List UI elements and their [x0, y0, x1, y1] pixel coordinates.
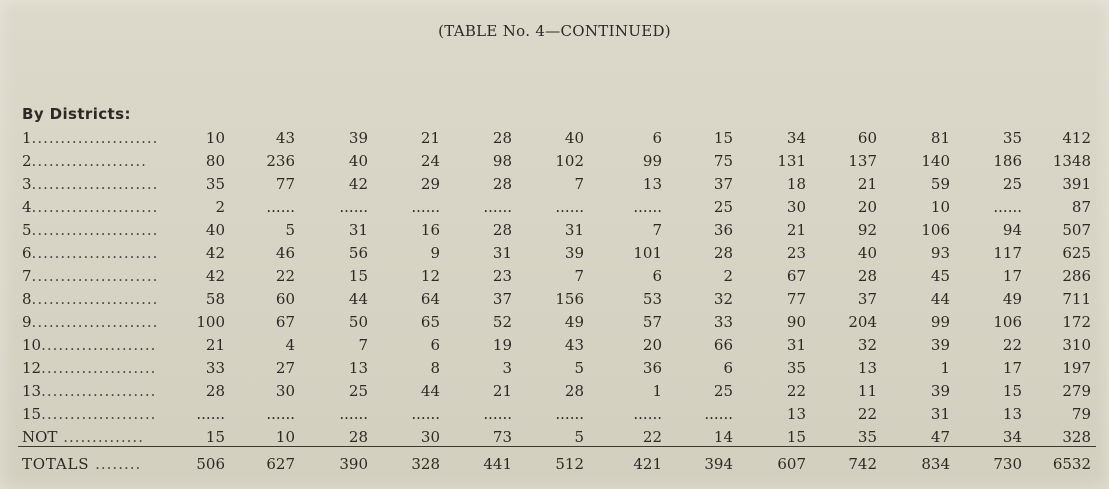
table-cell: 28 [492, 221, 512, 239]
table-cell: 186 [993, 152, 1022, 170]
table-cell: 5 [574, 428, 584, 446]
leader-dots: ...................... [31, 221, 159, 239]
table-cell: 507 [1062, 221, 1091, 239]
table-cell: 2 [723, 267, 733, 285]
table-row [0, 380, 1109, 403]
table-cell: 391 [1062, 175, 1091, 193]
table-cell: 18 [786, 175, 806, 193]
table-row [0, 196, 1109, 219]
leader-dots: ........ [89, 455, 142, 473]
table-cell: 56 [348, 244, 368, 262]
table-cell: 117 [993, 244, 1022, 262]
table-cell: 156 [555, 290, 584, 308]
row-label-text: 3 [22, 175, 32, 193]
table-cell: 25 [348, 382, 368, 400]
row-label [22, 129, 162, 147]
table-cell: 66 [713, 336, 733, 354]
table-cell: 64 [420, 290, 440, 308]
row-label [22, 336, 162, 354]
table-cell: 6 [652, 267, 662, 285]
table-cell: 5 [285, 221, 295, 239]
table-cell: 24 [420, 152, 440, 170]
table-cell: 42 [205, 267, 225, 285]
table-cell: 4 [285, 336, 295, 354]
table-cell: 711 [1062, 290, 1091, 308]
table-cell: 30 [275, 382, 295, 400]
table-cell: 1 [940, 359, 950, 377]
table-cell: 17 [1002, 267, 1022, 285]
table-cell: 172 [1062, 313, 1091, 331]
leader-dots: ...................... [31, 198, 159, 216]
table-cell: 60 [857, 129, 877, 147]
row-label [22, 405, 162, 423]
table-cell: 35 [1002, 129, 1022, 147]
table-cell: 22 [857, 405, 877, 423]
table-cell: 16 [420, 221, 440, 239]
row-label-text: 8 [22, 290, 32, 308]
row-label-text: TOTALS [22, 455, 90, 473]
table-cell: 15 [1002, 382, 1022, 400]
table-cell: 31 [492, 244, 512, 262]
table-cell: 27 [275, 359, 295, 377]
table-cell: ...... [339, 405, 368, 423]
row-label [22, 290, 162, 308]
table-cell: 106 [921, 221, 950, 239]
table-cell: 13 [857, 359, 877, 377]
table-cell: ...... [196, 405, 225, 423]
table-cell: 23 [786, 244, 806, 262]
section-heading: By Districts: [22, 105, 131, 123]
table-cell: 39 [348, 129, 368, 147]
table-cell: 25 [1002, 175, 1022, 193]
table-cell: 36 [713, 221, 733, 239]
table-cell: 40 [564, 129, 584, 147]
table-cell: 60 [275, 290, 295, 308]
table-cell: 25 [713, 382, 733, 400]
table-cell: 43 [275, 129, 295, 147]
leader-dots: ...................... [31, 175, 159, 193]
table-cell: 310 [1062, 336, 1091, 354]
table-cell: 412 [1062, 129, 1091, 147]
table-cell: 328 [411, 455, 440, 473]
table-cell: 441 [483, 455, 512, 473]
table-cell: 21 [492, 382, 512, 400]
table-cell: 10 [930, 198, 950, 216]
table-cell: 328 [1062, 428, 1091, 446]
totals-divider [18, 446, 1096, 447]
row-label-text: 15 [22, 405, 42, 423]
table-row [0, 150, 1109, 173]
row-label [22, 382, 162, 400]
table-cell: ...... [483, 198, 512, 216]
table-cell: ...... [411, 198, 440, 216]
table-cell: 49 [1002, 290, 1022, 308]
leader-dots: .................... [31, 152, 147, 170]
table-cell: 101 [633, 244, 662, 262]
table-cell: 140 [921, 152, 950, 170]
table-cell: 14 [713, 428, 733, 446]
table-cell: 37 [857, 290, 877, 308]
table-cell: 7 [358, 336, 368, 354]
table-cell: 7 [652, 221, 662, 239]
leader-dots: .................... [41, 382, 157, 400]
table-cell: ...... [633, 405, 662, 423]
table-cell: 44 [930, 290, 950, 308]
table-cell: 236 [266, 152, 295, 170]
table-cell: 20 [642, 336, 662, 354]
table-row [0, 311, 1109, 334]
row-label-text: 10 [22, 336, 42, 354]
table-cell: ...... [411, 405, 440, 423]
table-cell: 21 [205, 336, 225, 354]
table-cell: 44 [420, 382, 440, 400]
row-label [22, 455, 172, 473]
table-row [0, 219, 1109, 242]
table-cell: 49 [564, 313, 584, 331]
table-cell: 21 [420, 129, 440, 147]
table-cell: 67 [275, 313, 295, 331]
table-cell: 25 [713, 198, 733, 216]
row-label [22, 198, 162, 216]
table-cell: 13 [786, 405, 806, 423]
table-cell: 67 [786, 267, 806, 285]
table-cell: 137 [848, 152, 877, 170]
table-cell: 22 [1002, 336, 1022, 354]
district-rows [0, 127, 1109, 449]
table-cell: 28 [205, 382, 225, 400]
table-cell: 40 [348, 152, 368, 170]
table-cell: ...... [483, 405, 512, 423]
row-label-text: 9 [22, 313, 32, 331]
table-cell: 33 [713, 313, 733, 331]
table-cell: 99 [930, 313, 950, 331]
leader-dots: .................... [41, 336, 157, 354]
table-cell: 35 [786, 359, 806, 377]
table-cell: 28 [564, 382, 584, 400]
table-cell: 39 [564, 244, 584, 262]
table-cell: 30 [420, 428, 440, 446]
row-label-text: NOT [22, 428, 58, 446]
table-cell: 28 [857, 267, 877, 285]
table-cell: 32 [713, 290, 733, 308]
table-cell: 42 [205, 244, 225, 262]
table-cell: 102 [555, 152, 584, 170]
table-cell: 94 [1002, 221, 1022, 239]
table-cell: 98 [492, 152, 512, 170]
table-cell: 204 [848, 313, 877, 331]
table-row [0, 357, 1109, 380]
table-cell: 15 [713, 129, 733, 147]
table-cell: 28 [713, 244, 733, 262]
row-label [22, 175, 162, 193]
row-label-text: 5 [22, 221, 32, 239]
table-cell: 99 [642, 152, 662, 170]
table-cell: ...... [555, 405, 584, 423]
table-cell: 35 [857, 428, 877, 446]
table-cell: 3 [502, 359, 512, 377]
table-cell: ...... [555, 198, 584, 216]
table-cell: 46 [275, 244, 295, 262]
row-label [22, 152, 162, 170]
table-cell: 6 [652, 129, 662, 147]
table-cell: 100 [196, 313, 225, 331]
table-cell: 15 [348, 267, 368, 285]
table-cell: 22 [786, 382, 806, 400]
table-cell: 45 [930, 267, 950, 285]
row-label-text: 6 [22, 244, 32, 262]
table-cell: 5 [574, 359, 584, 377]
table-cell: 31 [564, 221, 584, 239]
row-label [22, 267, 162, 285]
table-row [0, 265, 1109, 288]
table-cell: 17 [1002, 359, 1022, 377]
table-row [0, 403, 1109, 426]
table-cell: 13 [642, 175, 662, 193]
table-cell: 607 [777, 455, 806, 473]
table-row [0, 127, 1109, 150]
table-cell: 29 [420, 175, 440, 193]
table-cell: 28 [492, 175, 512, 193]
table-cell: 625 [1062, 244, 1091, 262]
table-cell: 93 [930, 244, 950, 262]
table-cell: 8 [430, 359, 440, 377]
table-cell: 58 [205, 290, 225, 308]
table-cell: 627 [266, 455, 295, 473]
table-cell: 65 [420, 313, 440, 331]
leader-dots: ...................... [31, 290, 159, 308]
table-cell: ...... [704, 405, 733, 423]
table-cell: 92 [857, 221, 877, 239]
table-cell: 75 [713, 152, 733, 170]
table-cell: 6 [430, 336, 440, 354]
table-cell: 31 [930, 405, 950, 423]
table-cell: 12 [420, 267, 440, 285]
table-cell: 79 [1071, 405, 1091, 423]
table-cell: 421 [633, 455, 662, 473]
table-cell: 77 [786, 290, 806, 308]
table-cell: 57 [642, 313, 662, 331]
table-cell: 23 [492, 267, 512, 285]
table-cell: ...... [339, 198, 368, 216]
row-label-text: 13 [22, 382, 42, 400]
table-cell: 59 [930, 175, 950, 193]
table-cell: 1 [652, 382, 662, 400]
table-cell: 77 [275, 175, 295, 193]
table-row [0, 173, 1109, 196]
table-cell: 19 [492, 336, 512, 354]
table-cell: ...... [633, 198, 662, 216]
table-cell: 21 [857, 175, 877, 193]
table-cell: 6532 [1052, 455, 1091, 473]
table-cell: 34 [1002, 428, 1022, 446]
table-cell: 87 [1071, 198, 1091, 216]
row-label [22, 428, 162, 446]
table-cell: 47 [930, 428, 950, 446]
table-cell: 10 [205, 129, 225, 147]
table-cell: 37 [713, 175, 733, 193]
table-cell: 512 [555, 455, 584, 473]
table-cell: 81 [930, 129, 950, 147]
leader-dots: .............. [57, 428, 144, 446]
leader-dots: ...................... [31, 313, 159, 331]
table-title: (TABLE No. 4—CONTINUED) [438, 22, 671, 40]
table-row [0, 334, 1109, 357]
table-cell: 73 [492, 428, 512, 446]
table-cell: 7 [574, 267, 584, 285]
table-cell: 40 [205, 221, 225, 239]
table-cell: 42 [348, 175, 368, 193]
table-cell: ...... [993, 198, 1022, 216]
table-cell: 33 [205, 359, 225, 377]
table-cell: ...... [266, 405, 295, 423]
table-cell: 28 [492, 129, 512, 147]
totals-row-container [0, 453, 1109, 476]
row-label [22, 244, 162, 262]
table-cell: 9 [430, 244, 440, 262]
row-label-text: 1 [22, 129, 32, 147]
leader-dots: ...................... [31, 244, 159, 262]
leader-dots: .................... [41, 405, 157, 423]
table-cell: 834 [921, 455, 950, 473]
table-cell: 15 [786, 428, 806, 446]
table-cell: 2 [215, 198, 225, 216]
table-cell: 31 [786, 336, 806, 354]
table-cell: 39 [930, 336, 950, 354]
table-cell: 390 [339, 455, 368, 473]
table-cell: 40 [857, 244, 877, 262]
table-row [0, 288, 1109, 311]
table-cell: 20 [857, 198, 877, 216]
table-cell: 43 [564, 336, 584, 354]
table-cell: 131 [777, 152, 806, 170]
table-cell: 15 [205, 428, 225, 446]
row-label [22, 359, 162, 377]
row-label-text: 4 [22, 198, 32, 216]
table-cell: 13 [1002, 405, 1022, 423]
row-label-text: 12 [22, 359, 42, 377]
table-cell: 22 [275, 267, 295, 285]
row-label [22, 221, 162, 239]
table-cell: 22 [642, 428, 662, 446]
leader-dots: ...................... [31, 267, 159, 285]
table-cell: 394 [704, 455, 733, 473]
table-cell: 37 [492, 290, 512, 308]
table-cell: 34 [786, 129, 806, 147]
table-cell: 6 [723, 359, 733, 377]
table-cell: 286 [1062, 267, 1091, 285]
table-cell: ...... [266, 198, 295, 216]
table-cell: 28 [348, 428, 368, 446]
totals-row [0, 453, 1109, 476]
table-cell: 21 [786, 221, 806, 239]
table-cell: 32 [857, 336, 877, 354]
table-cell: 39 [930, 382, 950, 400]
table-cell: 197 [1062, 359, 1091, 377]
table-cell: 1348 [1052, 152, 1091, 170]
table-cell: 90 [786, 313, 806, 331]
table-cell: 13 [348, 359, 368, 377]
leader-dots: ...................... [31, 129, 159, 147]
table-cell: 10 [275, 428, 295, 446]
table-cell: 279 [1062, 382, 1091, 400]
table-cell: 30 [786, 198, 806, 216]
table-cell: 35 [205, 175, 225, 193]
table-cell: 36 [642, 359, 662, 377]
row-label-text: 7 [22, 267, 32, 285]
table-row [0, 242, 1109, 265]
table-cell: 44 [348, 290, 368, 308]
leader-dots: .................... [41, 359, 157, 377]
row-label-text: 2 [22, 152, 32, 170]
table-cell: 742 [848, 455, 877, 473]
table-cell: 31 [348, 221, 368, 239]
table-cell: 506 [196, 455, 225, 473]
table-cell: 11 [857, 382, 877, 400]
table-cell: 106 [993, 313, 1022, 331]
table-cell: 80 [205, 152, 225, 170]
table-cell: 50 [348, 313, 368, 331]
table-cell: 52 [492, 313, 512, 331]
row-label [22, 313, 162, 331]
table-cell: 730 [993, 455, 1022, 473]
table-cell: 7 [574, 175, 584, 193]
table-cell: 53 [642, 290, 662, 308]
